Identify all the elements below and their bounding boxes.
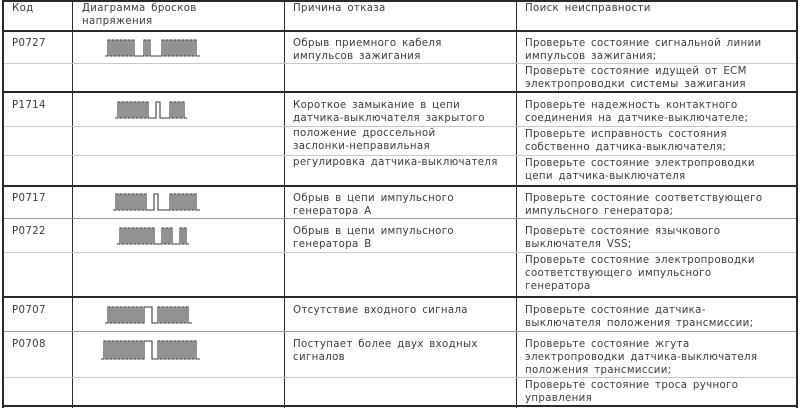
cause-line: сигналов — [293, 352, 346, 363]
dtc-code: P0727 — [12, 38, 46, 49]
check-line: положения трансмиссии; — [525, 365, 672, 376]
waveform-p0722 — [112, 225, 222, 247]
check-line: управления — [525, 393, 593, 404]
cause-line: датчика-выключателя закрытого — [293, 113, 485, 124]
check-line: Проверьте состояние электропроводки — [525, 255, 755, 266]
header-cause: Причина отказа — [293, 3, 386, 14]
check-line: собственно датчика-выключателя; — [525, 142, 727, 153]
table-border-bottom — [2, 405, 798, 407]
row-divider — [4, 218, 796, 219]
header-diagram-line1: Диаграмма бросков — [82, 3, 197, 14]
waveform-p1714 — [110, 99, 230, 121]
waveform-p0727 — [100, 37, 240, 59]
dtc-code: P0708 — [12, 339, 46, 350]
check-line: электропроводки датчика-выключателя — [525, 352, 758, 363]
dtc-code: P0722 — [12, 226, 46, 237]
check-line: Проверьте состояние язычкового — [525, 226, 721, 237]
group-divider — [2, 296, 798, 298]
row-divider — [4, 331, 796, 332]
cause-line: заслонки-неправильная — [293, 141, 430, 152]
cause-line: импульсов зажигания — [293, 51, 421, 62]
cause-line: Обрыв приемного кабеля — [293, 38, 442, 49]
column-divider-diagram — [284, 0, 285, 408]
dtc-code: P0717 — [12, 193, 46, 204]
header-troubleshooting: Поиск неисправности — [525, 3, 651, 14]
check-line: соответствующего импульсного — [525, 268, 712, 279]
check-line: Проверьте состояние жгута — [525, 339, 690, 350]
column-divider-cause — [516, 0, 517, 408]
check-line: цепи датчика-выключателя — [525, 171, 686, 182]
header-diagram-line2: напряжения — [82, 16, 153, 27]
check-line: Проверьте надежность контактного — [525, 100, 738, 111]
cause-line: генератора A — [293, 206, 372, 217]
cause-line: генератора B — [293, 239, 372, 250]
column-divider-code — [72, 0, 73, 408]
dtc-code: P1714 — [12, 100, 46, 111]
table-border-right — [796, 0, 798, 408]
check-line: Проверьте исправность состояния — [525, 129, 727, 140]
check-line: выключателя VSS; — [525, 239, 632, 250]
group-divider — [2, 91, 798, 93]
header-divider — [2, 30, 798, 32]
check-line: Проверьте состояние датчика- — [525, 305, 706, 316]
waveform-p0707 — [100, 304, 240, 326]
cause-line: положение дроссельной — [293, 128, 436, 139]
check-line: Проверьте состояние электропроводки — [525, 158, 755, 169]
dtc-code: P0707 — [12, 305, 46, 316]
cause-line: Короткое замыкание в цепи — [293, 100, 461, 111]
check-line: Проверьте состояние сигнальной линии — [525, 38, 762, 49]
check-line: импульсного генератора; — [525, 206, 674, 217]
subrow-divider — [4, 252, 796, 253]
cause-line: регулировка датчика-выключателя — [293, 157, 498, 168]
check-line: генератора — [525, 281, 591, 292]
waveform-p0708 — [96, 338, 246, 362]
table-border-left — [2, 0, 4, 408]
cause-line: Отсутствие входного сигнала — [293, 305, 468, 316]
check-line: электропроводки системы зажигания — [525, 79, 746, 90]
check-line: соединения на датчике-выключателе; — [525, 113, 749, 124]
check-line: Проверьте состояние соответствующего — [525, 193, 763, 204]
cause-line: Обрыв в цепи импульсного — [293, 193, 455, 204]
header-code: Код — [12, 3, 34, 14]
cause-line: Обрыв в цепи импульсного — [293, 226, 455, 237]
check-line: импульсов зажигания; — [525, 51, 657, 62]
subrow-divider — [4, 377, 796, 378]
check-line: выключателя положения трансмиссии; — [525, 318, 754, 329]
group-divider — [2, 185, 798, 187]
cause-line: Поступает более двух входных — [293, 339, 478, 350]
check-line: Проверьте состояние идущей от ECM — [525, 66, 747, 77]
check-line: Проверьте состояние троса ручного — [525, 380, 739, 391]
waveform-p0717 — [108, 191, 238, 213]
